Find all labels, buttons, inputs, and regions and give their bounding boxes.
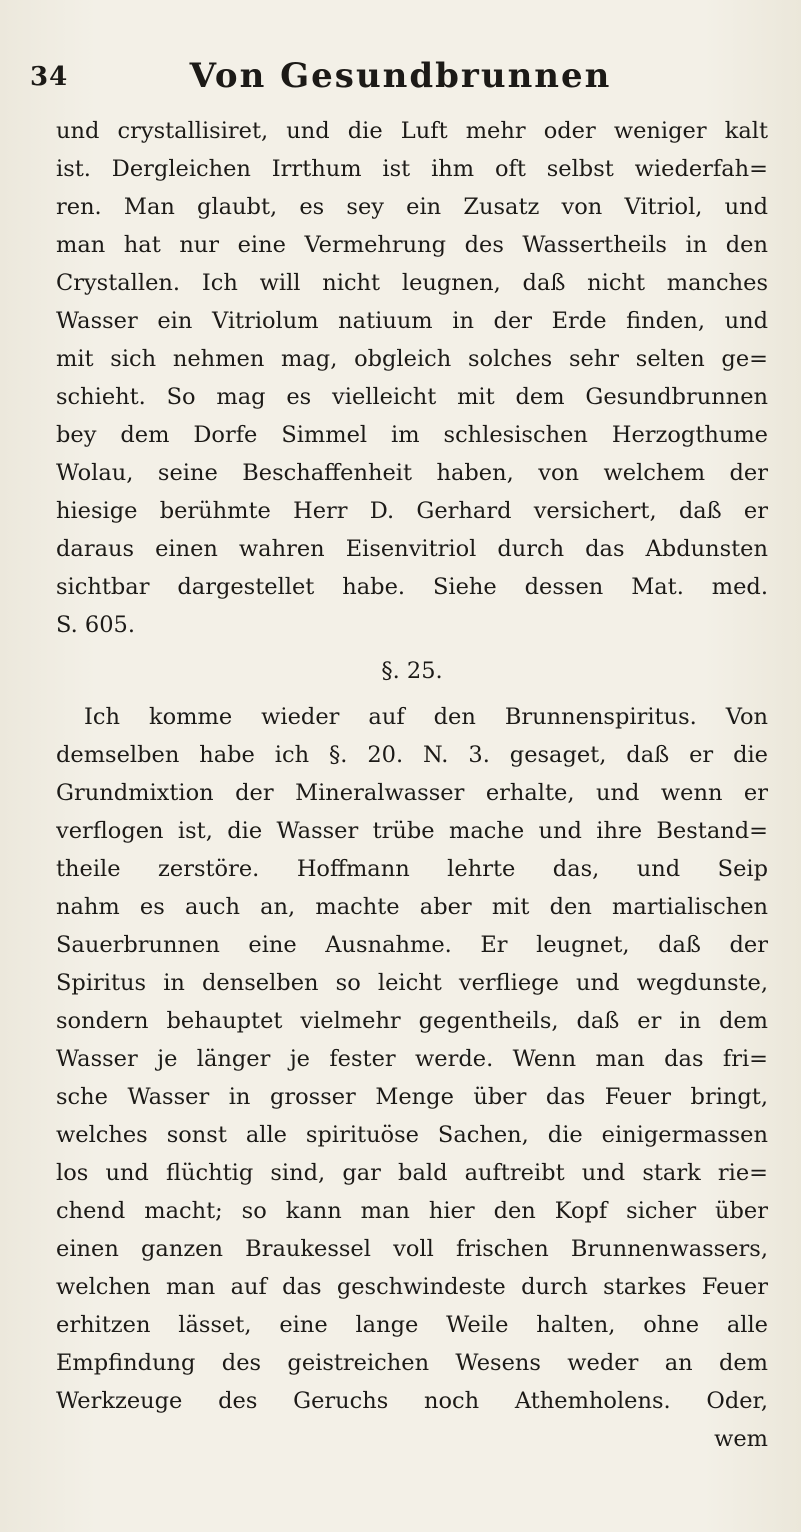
text-line: Wasser ein Vitriolum natiuum in der Erde finden, und [56, 308, 768, 334]
text-line: nahm es auch an, machte aber mit den martialischen [56, 894, 768, 920]
text-line: Empfindung des geistreichen Wesens weder an dem [56, 1350, 768, 1376]
text-line: chend macht; so kann man hier den Kopf sicher über [56, 1198, 768, 1224]
text-line: welches sonst alle spirituöse Sachen, die einigermassen [56, 1122, 768, 1148]
catchword: wem [714, 1426, 768, 1452]
text-line: verflogen ist, die Wasser trübe mache und ihre Bestand= [56, 818, 768, 844]
text-line: daraus einen wahren Eisenvitriol durch das Abdunsten [56, 536, 768, 562]
text-line: mit sich nehmen mag, obgleich solches sehr selten ge= [56, 346, 768, 372]
text-line: Werkzeuge des Geruchs noch Athemholens. Oder, [56, 1388, 768, 1414]
text-line: Wolau, seine Beschaffenheit haben, von welchem der [56, 460, 768, 486]
text-line: einen ganzen Braukessel voll frischen Brunnenwassers, [56, 1236, 768, 1262]
text-line: welchen man auf das geschwindeste durch starkes Feuer [56, 1274, 768, 1300]
text-line: bey dem Dorfe Simmel im schlesischen Herzogthume [56, 422, 768, 448]
section-mark: §. 25. [381, 658, 443, 684]
text-line: Sauerbrunnen eine Ausnahme. Er leugnet, daß der [56, 932, 768, 958]
text-line: hiesige berühmte Herr D. Gerhard versichert, daß er [56, 498, 768, 524]
text-line: und crystallisiret, und die Luft mehr oder weniger kalt [56, 118, 768, 144]
text-line: ren. Man glaubt, es sey ein Zusatz von Vitriol, und [56, 194, 768, 220]
text-line: sichtbar dargestellet habe. Siehe dessen Mat. med. [56, 574, 768, 600]
text-line: Wasser je länger je fester werde. Wenn man das fri= [56, 1046, 768, 1072]
text-line: S. 605. [56, 612, 136, 638]
text-line: los und flüchtig sind, gar bald auftreibt und stark rie= [56, 1160, 768, 1186]
text-line: sche Wasser in grosser Menge über das Feuer bringt, [56, 1084, 768, 1110]
text-line: Crystallen. Ich will nicht leugnen, daß nicht manches [56, 270, 768, 296]
text-line: Spiritus in denselben so leicht verfliege und wegdunste, [56, 970, 768, 996]
text-line: man hat nur eine Vermehrung des Wassertheils in den [56, 232, 768, 258]
text-line: sondern behauptet vielmehr gegentheils, daß er in dem [56, 1008, 768, 1034]
running-head: Von Gesundbrunnen [189, 56, 612, 96]
paragraph-spacer [56, 690, 768, 698]
text-line: demselben habe ich §. 20. N. 3. gesaget, daß er die [56, 742, 768, 768]
text-line: erhitzen lässet, eine lange Weile halten, ohne alle [56, 1312, 768, 1338]
text-line: theile zerstöre. Hoffmann lehrte das, und Seip [56, 856, 768, 882]
text-line: ist. Dergleichen Irrthum ist ihm oft selbst wiederfah= [56, 156, 768, 182]
text-line: Grundmixtion der Mineralwasser erhalte, und wenn er [56, 780, 768, 806]
text-line: schieht. So mag es vielleicht mit dem Gesundbrunnen [56, 384, 768, 410]
paragraph-spacer [56, 644, 768, 652]
page-number: 34 [30, 62, 69, 92]
text-line: Ich komme wieder auf den Brunnenspiritus. Von [84, 704, 768, 730]
body-text [56, 112, 768, 1458]
